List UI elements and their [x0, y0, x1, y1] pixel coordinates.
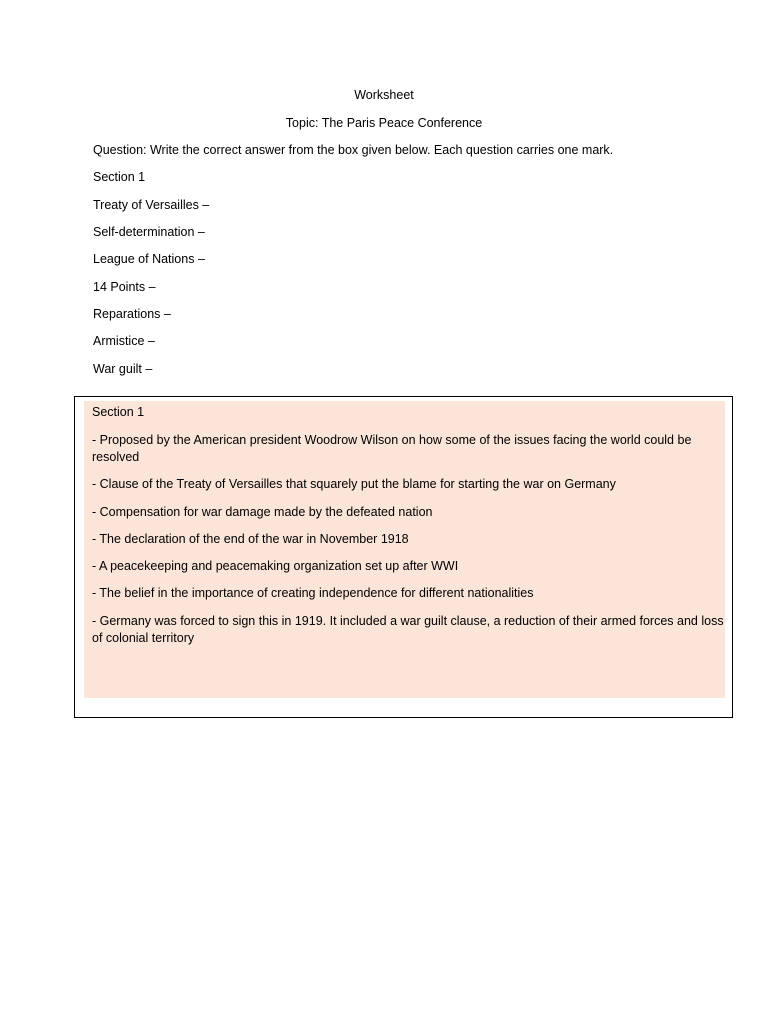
term-item: Armistice – [93, 334, 155, 348]
term-item: Treaty of Versailles – [93, 198, 210, 212]
definition-item: - The belief in the importance of creating independence for different nationalities [92, 586, 534, 600]
definition-item: - A peacekeeping and peacemaking organization set up after WWI [92, 559, 459, 573]
definition-item: - The declaration of the end of the war in November 1918 [92, 532, 409, 546]
definition-item: - Compensation for war damage made by the defeated nation [92, 505, 433, 519]
topic-heading: Topic: The Paris Peace Conference [285, 116, 483, 130]
page-title: Worksheet [354, 88, 414, 102]
answer-box-section-label: Section 1 [92, 405, 145, 419]
section-heading: Section 1 [93, 170, 146, 184]
answer-box [74, 396, 733, 718]
term-item: War guilt – [93, 362, 153, 376]
term-item: League of Nations – [93, 252, 205, 266]
term-item: Reparations – [93, 307, 171, 321]
question-instruction: Question: Write the correct answer from the box given below. Each question carries one mark. [93, 143, 614, 157]
term-item: Self-determination – [93, 225, 205, 239]
term-item: 14 Points – [93, 280, 156, 294]
definition-item: - Proposed by the American president Woodrow Wilson on how some of the issues facing the world could be resolved [92, 433, 692, 464]
answer-box-shading [84, 401, 725, 698]
definition-item: - Germany was forced to sign this in 1919. It included a war guilt clause, a reduction of their armed forces and loss of colonial territory [92, 614, 724, 645]
definition-item: - Clause of the Treaty of Versailles that squarely put the blame for starting the war on Germany [92, 477, 616, 491]
